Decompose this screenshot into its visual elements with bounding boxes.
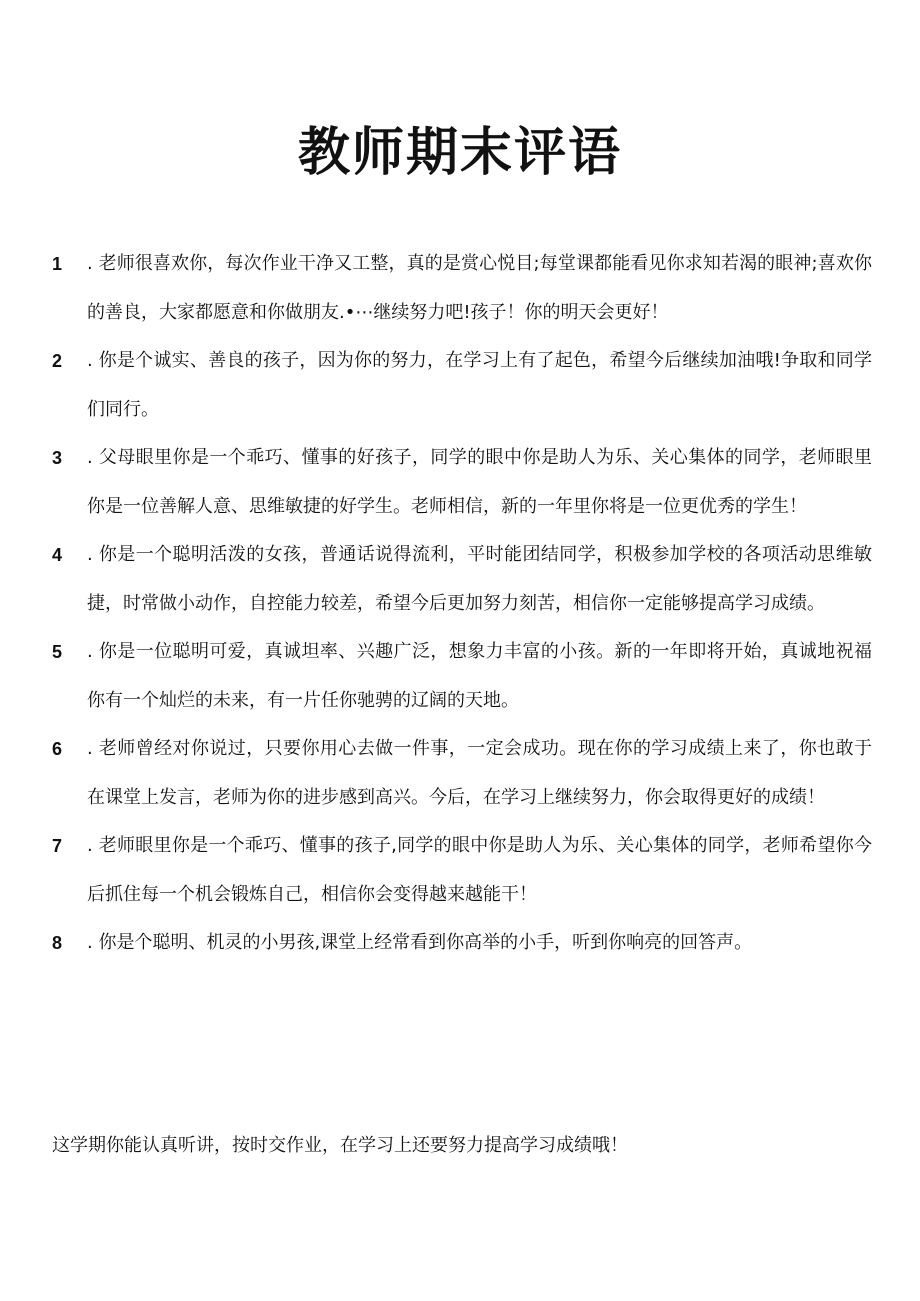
- comment-item-2: [52, 337, 872, 434]
- comment-text: . 父母眼里你是一个乖巧、懂事的好孩子，同学的眼中你是助人为乐、关心集体的同学，老师眼里你是一位善解人意、思维敏捷的好学生。老师相信，新的一年里你将是一位更优秀的学生！: [87, 447, 872, 517]
- comment-item-1: [52, 240, 872, 337]
- comment-text: . 老师很喜欢你，每次作业干净又工整，真的是赏心悦目;每堂课都能看见你求知若渴的眼神;喜欢你的善良，大家都愿意和你做朋友.•⋯继续努力吧!孩子！你的明天会更好！: [87, 253, 872, 323]
- comment-item-6: [52, 725, 872, 822]
- comment-text: . 老师眼里你是一个乖巧、懂事的孩子,同学的眼中你是助人为乐、关心集体的同学，老师希望你今后抓住每一个机会锻炼自己，相信你会变得越来越能干！: [87, 835, 872, 905]
- comment-number: 4: [52, 545, 63, 565]
- comment-number: 7: [52, 836, 63, 856]
- comment-number: 8: [52, 933, 63, 953]
- comment-number: 1: [52, 254, 63, 274]
- comment-number: 3: [52, 448, 63, 468]
- comment-text: . 你是一个聪明活泼的女孩，普通话说得流利，平时能团结同学，积极参加学校的各项活动思维敏捷，时常做小动作，自控能力较差，希望今后更加努力刻苦，相信你一定能够提高学习成绩。: [87, 544, 872, 614]
- comment-text: . 你是一位聪明可爱，真诚坦率、兴趣广泛，想象力丰富的小孩。新的一年即将开始，真诚地祝福你有一个灿烂的未来，有一片任你驰骋的辽阔的天地。: [87, 641, 872, 711]
- comment-number: 6: [52, 739, 63, 759]
- comment-item-4: [52, 531, 872, 628]
- comment-item-5: [52, 628, 872, 725]
- comment-number: 5: [52, 642, 63, 662]
- comment-item-7: [52, 822, 872, 919]
- comment-text: . 你是个诚实、善良的孩子，因为你的努力，在学习上有了起色，希望今后继续加油哦!争取和同学们同行。: [87, 350, 872, 420]
- comment-text: . 你是个聪明、机灵的小男孩,课堂上经常看到你高举的小手，听到你响亮的回答声。: [87, 932, 753, 953]
- comment-item-8: [52, 919, 872, 968]
- closing-paragraph: 这学期你能认真听讲，按时交作业，在学习上还要努力提高学习成绩哦！: [52, 1135, 628, 1156]
- comment-item-3: [52, 434, 872, 531]
- comment-text: . 老师曾经对你说过，只要你用心去做一件事，一定会成功。现在你的学习成绩上来了，你也敢于在课堂上发言，老师为你的进步感到高兴。今后，在学习上继续努力，你会取得更好的成绩！: [87, 738, 872, 808]
- comment-number: 2: [52, 351, 63, 371]
- comment-list: [52, 240, 872, 968]
- document-title: 教师期末评语: [297, 123, 622, 183]
